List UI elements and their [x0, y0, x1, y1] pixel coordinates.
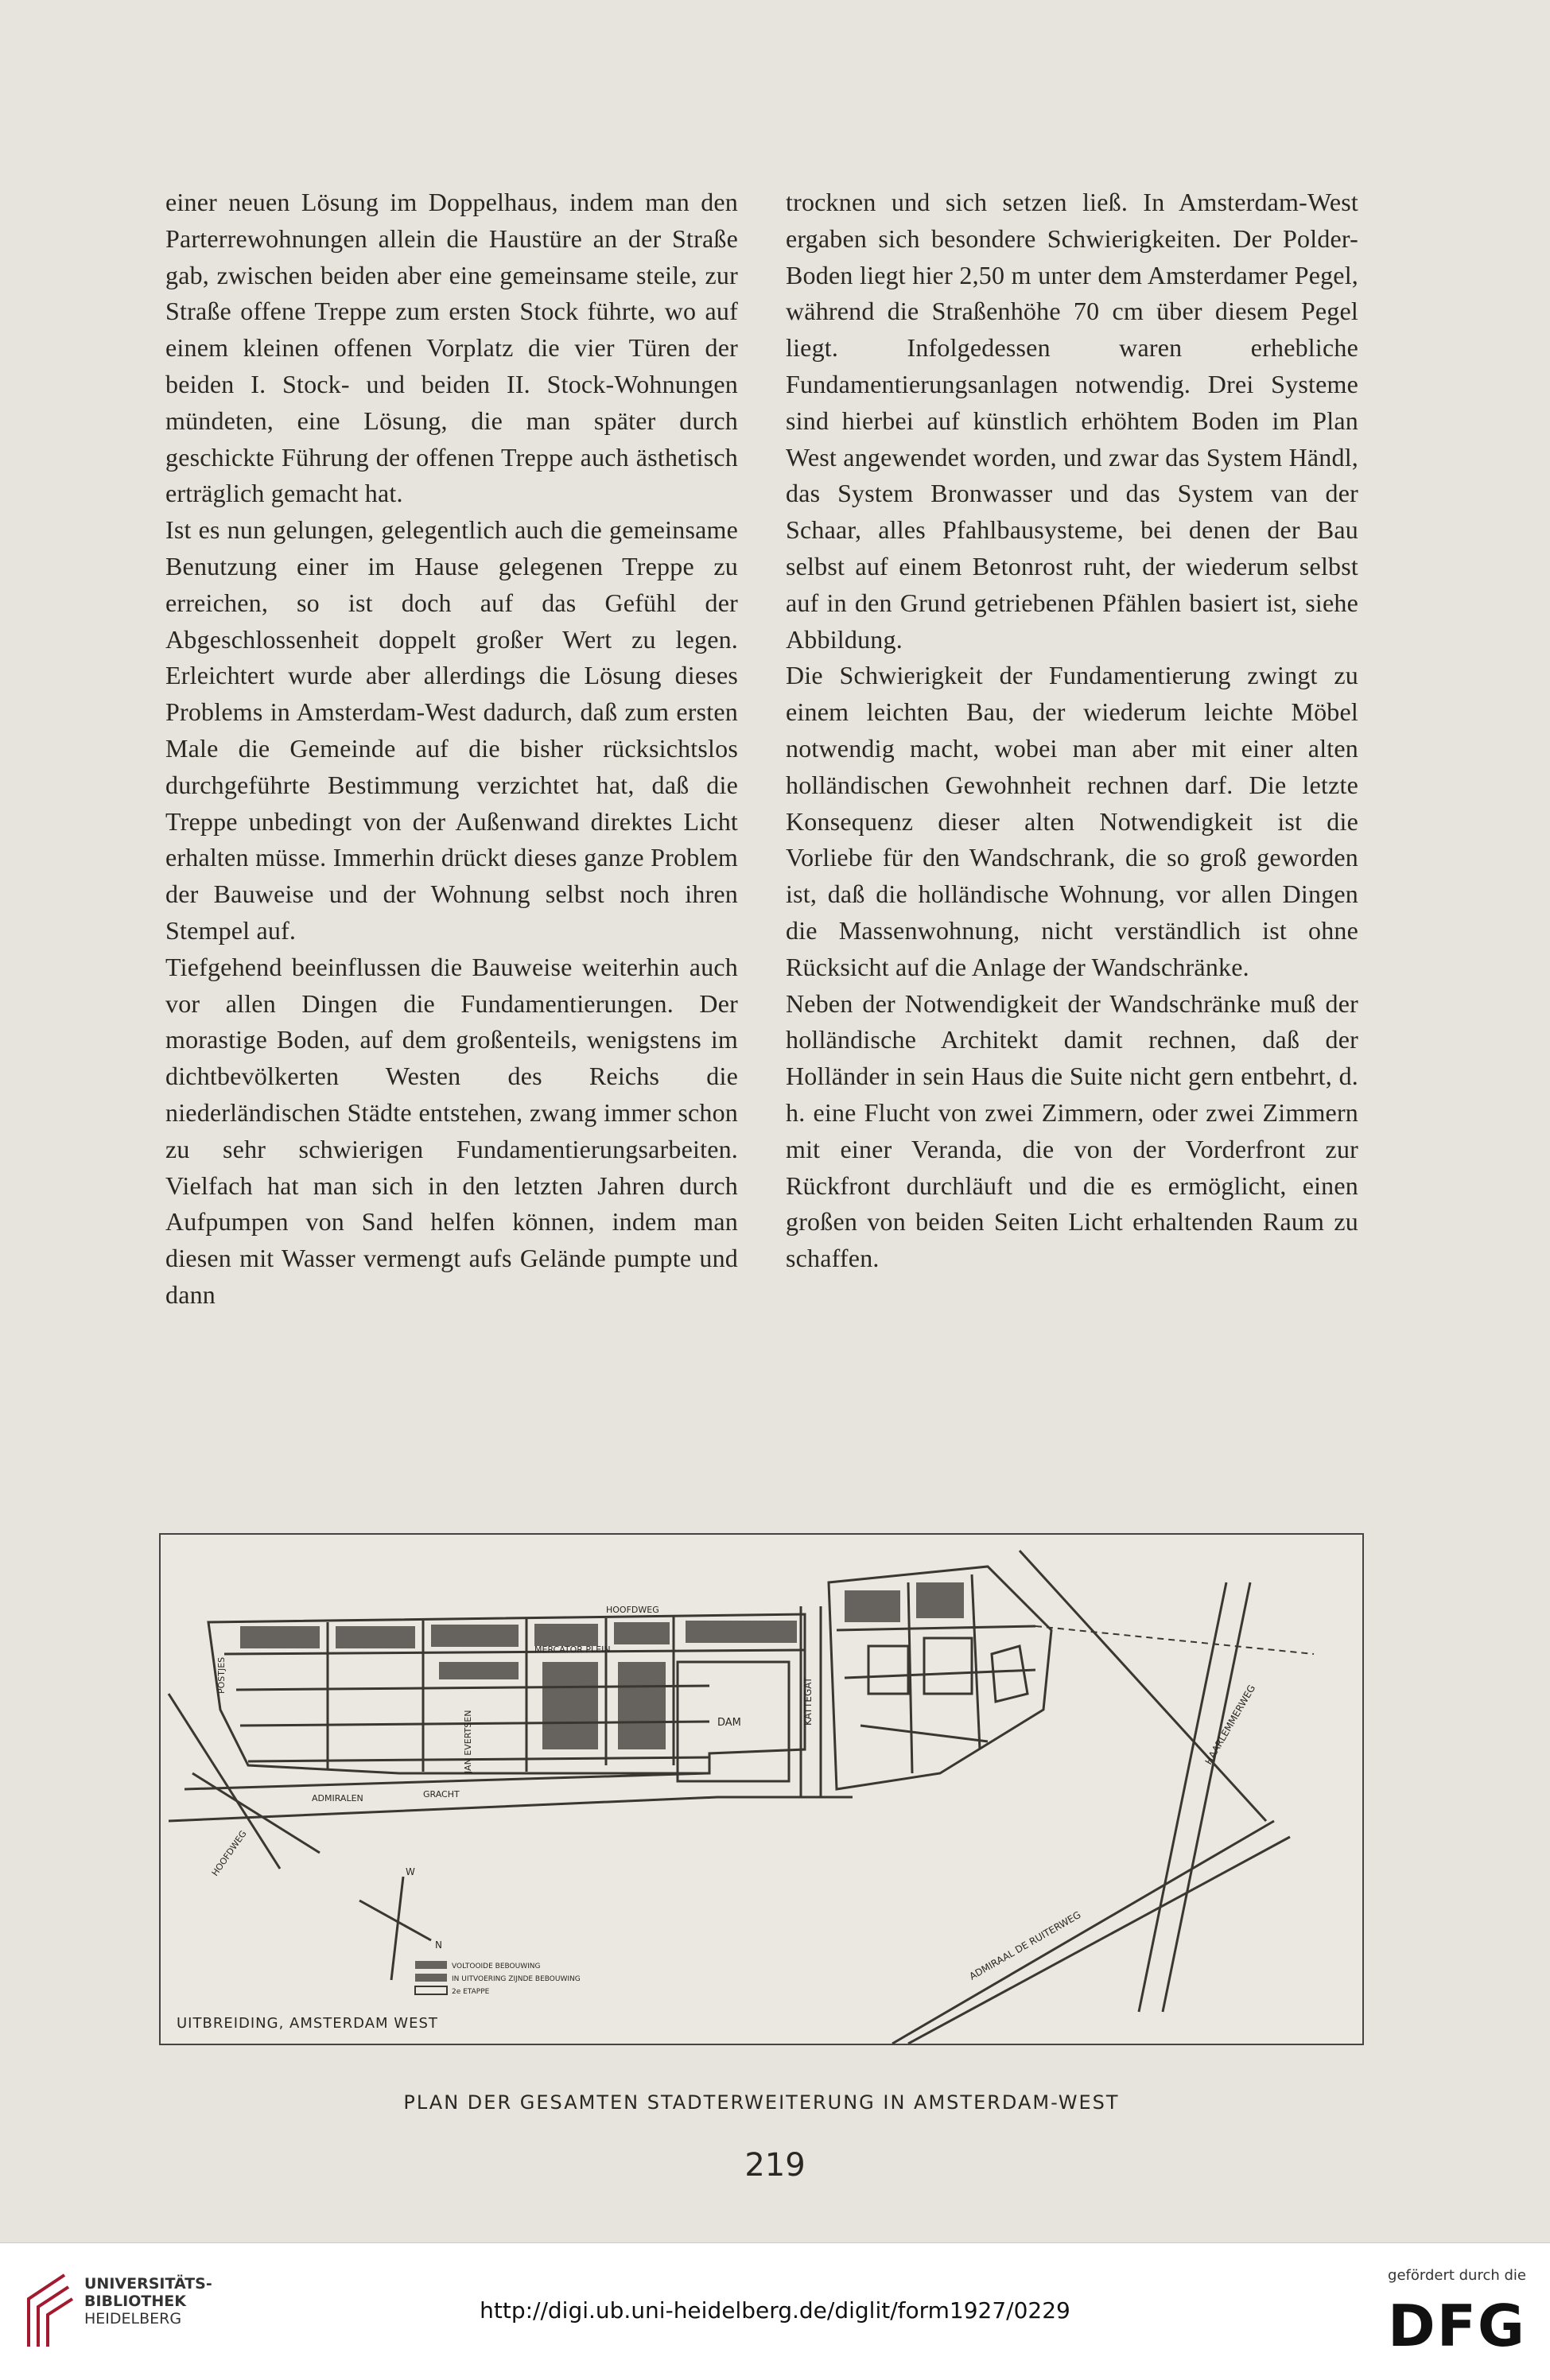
map-label-mercator-plein: MERCATOR PLEIN [534, 1644, 611, 1655]
compass-n-label: N [435, 1939, 442, 1951]
paragraph: trocknen und sich setzen ließ. In Amsterdam-West ergaben sich besondere Schwierigkeiten. Der Polder-Boden liegt hier 2,50 m unter dem Amsterdamer Pegel, während die Straßenhöhe 70 cm über diesem Pegel liegt. Infolgedessen waren erhebliche Fundamentierungsanlagen notwendig. Drei Systeme sind hierbei auf künstlich erhöhtem Boden im Plan West angewendet worden, und zwar das System Händl, das System Bronwasser und das System van der Schaar, alles Pfahlbausysteme, bei denen der Bau selbst auf einem Betonrost ruht, der wiederum selbst auf in den Grund getriebenen Pfählen basiert ist, siehe Abbildung. [786, 188, 1358, 654]
compass-w-label: W [406, 1866, 415, 1877]
legend-entry: VOLTOOIDE BEBOUWING [452, 1963, 541, 1970]
map-label-jan-evertsen: JAN EVERTSEN [463, 1710, 473, 1773]
map-label-hoofdweg: HOOFDWEG [606, 1605, 659, 1615]
paragraph: Tiefgehend beeinflussen die Bauweise weiterhin auch vor allen Dingen die Fundamentierungen. Der morastige Boden, auf dem großenteils, wenigstens im dichtbevölkerten Westen des Reichs die niederländischen Städte entstehen, zwang immer schon zu sehr schwierigen Fundamentierungsarbeiten. Vielfach hat man sich in den letzten Jahren durch Aufpumpen von Sand helfen können, indem man diesen mit Wasser vermengt aufs Gelände pumpte und dann [165, 952, 738, 1309]
funded-by-text: gefördert durch die [1388, 2267, 1526, 2284]
figure-caption: PLAN DER GESAMTEN STADTERWEITERUNG IN AMSTERDAM-WEST [403, 2091, 1120, 2114]
plan-title-label: UITBREIDING, AMSTERDAM WEST [177, 2015, 438, 2032]
legend-entry: 2e ETAPPE [452, 1988, 490, 1996]
paragraph: einer neuen Lösung im Doppelhaus, indem man den Parterrewohnungen allein die Haustüre an der Straße gab, zwischen beiden aber eine gemeinsame steile, zur Straße offene Treppe zum ersten Stock führte, wo auf einem kleinen offenen Vorplatz die vier Türen der beiden I. Stock- und beiden II. Stock-Wohnungen mündeten, eine Lösung, die man später durch geschickte Führung der offenen Treppe auch ästhetisch erträglich gemacht hat. [165, 188, 738, 508]
map-label-postjes: POSTJES [216, 1656, 227, 1694]
institution-line: HEIDELBERG [84, 2310, 182, 2328]
page-number: 219 [744, 2147, 806, 2184]
paragraph: Neben der Notwendigkeit der Wandschränke muß der holländische Architekt damit rechnen, daß der Holländer in sein Haus die Suite nicht gern entbehrt, d. h. eine Flucht von zwei Zimmern, oder zwei Zimmern mit einer Veranda, die von der Vorderfront zur Rückfront durchläuft und die es ermöglicht, einen großen von beiden Seiten Licht erhaltenden Raum zu schaffen. [786, 988, 1358, 1273]
map-label-haarlemmerweg: HAARLEMMERWEG [1202, 1683, 1258, 1767]
paragraph: Ist es nun gelungen, gelegentlich auch die gemeinsame Benutzung einer im Hause gelegenen Treppe zu erreichen, so ist doch auf das Gefühl der Abgeschlossenheit doppelt großer Wert zu legen. Erleichtert wurde aber allerdings die Lösung dieses Problems in Amsterdam-West dadurch, daß zum ersten Male die Gemeinde auf die bisher rücksichtslos durchgeführte Bestimmung verzichtet hat, daß die Treppe unbedingt von der Außenwand direktes Licht erhalten müsse. Immerhin drückt dieses ganze Problem der Bauweise und der Wohnung selbst noch ihren Stempel auf. [165, 515, 738, 945]
paragraph: Die Schwierigkeit der Fundamentierung zwingt zu einem leichten Bau, der wiederum leichte Möbel notwendig macht, wobei man aber mit einer alten holländischen Gewohnheit rechnen darf. Die letzte Konsequenz dieser alten Notwendigkeit ist die Vorliebe für den Wandschrank, die so groß geworden ist, daß die holländische Wohnung, vor allen Dingen die Massenwohnung, nicht verständlich ist ohne Rücksicht auf die Anlage der Wandschränke. [786, 661, 1358, 981]
institution-line: BIBLIOTHEK [84, 2293, 186, 2310]
map-label-admiraal-de-ruiterweg: ADMIRAAL DE RUITERWEG [967, 1908, 1083, 1982]
legend-entry: IN UITVOERING ZIJNDE BEBOUWING [452, 1975, 581, 1983]
map-label-hoofdweg-side: HOOFDWEG [209, 1828, 249, 1878]
left-text-column [165, 184, 738, 1314]
map-label-admiralen: ADMIRALEN [312, 1793, 363, 1803]
map-label-dam: DAM [717, 1717, 741, 1729]
city-plan-figure [159, 1533, 1364, 2045]
map-label-gracht: GRACHT [423, 1789, 460, 1800]
source-url-link[interactable]: http://digi.ub.uni-heidelberg.de/diglit/form1927/0229 [480, 2297, 1070, 2324]
institution-line: UNIVERSITÄTS- [84, 2275, 212, 2293]
city-plan-map [161, 1535, 1362, 2044]
right-text-column [786, 184, 1358, 1277]
map-label-kattegat: KATTEGAT [802, 1677, 814, 1726]
dfg-logo: DFG [1387, 2293, 1526, 2359]
footer-bar [0, 2242, 1550, 2380]
